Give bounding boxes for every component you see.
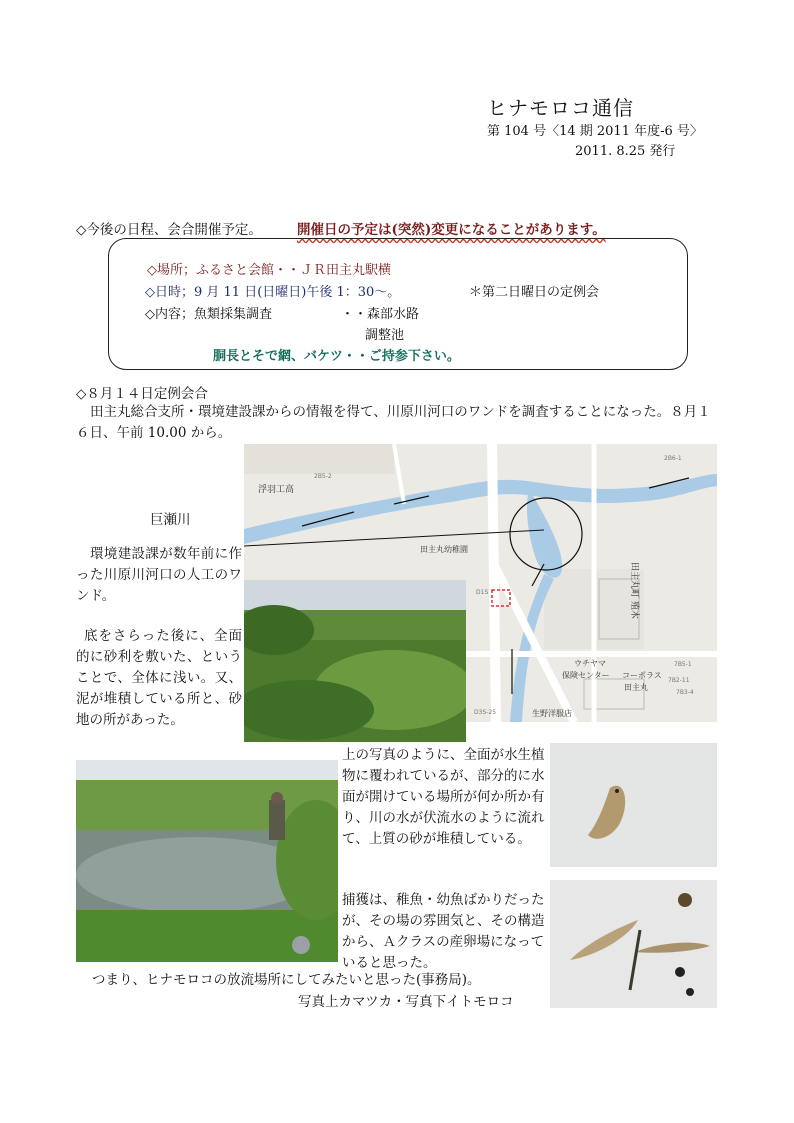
schedule-bring: 胴長とそで網、バケツ・・ご持参下さい。 xyxy=(213,349,460,364)
mid-text-1: 上の写真のように、全面が水生植物に覆われているが、部分的に水面が開けている場所が何か所か有り、川の水が伏流水のように流れて、上質の砂が堆積している。 xyxy=(342,747,545,847)
issue-date: 2011. 8.25 発行 xyxy=(575,144,676,159)
newsletter-title: ヒナモロコ通信 xyxy=(487,96,634,120)
schedule-content-b: 調整池 xyxy=(365,328,405,343)
map-label-shop: 生野洋服店 xyxy=(532,709,572,718)
schedule-box xyxy=(108,238,688,370)
schedule-content-a: ・・森部水路 xyxy=(341,307,420,322)
map-label-hoken1: ウチヤマ xyxy=(574,659,606,668)
map-label-kindergarten: 田主丸幼稚園 xyxy=(420,545,468,554)
photo-caption: 写真上カマツカ・写真下イトモロコ xyxy=(298,994,514,1010)
river-label: 巨瀬川 xyxy=(150,512,191,528)
map-label-town: 田主丸町 殖木 xyxy=(629,562,639,619)
schedule-content: ◇内容；魚類採集調査 xyxy=(145,307,272,322)
map-label-corporas1: コーポラス xyxy=(622,671,662,680)
schedule-datetime: ◇日時；9 月 11 日(日曜日)午後 1：30～。 xyxy=(145,285,401,300)
issue-number: 第 104 号〈14 期 2011 年度-6 号〉 xyxy=(487,124,703,139)
map-num-2: 2B5-2 xyxy=(314,473,332,480)
photo-pond-survey xyxy=(76,760,338,962)
photo-itomoroko-fish xyxy=(550,880,717,1008)
schedule-warning: 開催日の予定は(突然)変更になることがあります。 xyxy=(297,222,606,238)
schedule-note: ＊第二日曜日の定例会 xyxy=(469,285,600,300)
photo-kamatsuka-fish xyxy=(550,743,717,867)
map-num-1: 2B6-1 xyxy=(664,455,682,462)
mid-text-2: 捕獲は、稚魚・幼魚ばかりだったが、その場の雰囲気と、その構造から、Ａクラスの産卵場になっていると思った。 xyxy=(342,892,545,971)
schedule-heading: ◇今後の日程、会合開催予定。 xyxy=(76,222,262,238)
schedule-place: ◇場所；ふるさと会館・・ＪＲ田主丸駅横 xyxy=(147,263,391,278)
report-heading: ◇８月１４日定例会合 xyxy=(76,386,208,402)
map-num-4: 7B3-4 xyxy=(676,689,694,696)
map-label-corporas2: 田主丸 xyxy=(624,683,648,692)
conclusion: つまり、ヒナモロコの放流場所にしてみたいと思った(事務局)。 xyxy=(92,972,481,988)
left-text-2: 底をさらった後に、全面的に砂利を敷いた、ということで、全体に浅い。又、泥が堆積している所と、砂地の所があった。 xyxy=(76,628,242,728)
report-intro: 田主丸総合支所・環境建設課からの情報を得て、川原川河口のワンドを調査することになった。８月１６日、午前 10.00 から。 xyxy=(76,404,711,441)
map-num-7: D3S-25 xyxy=(474,709,497,716)
map-num-5: 7B2-11 xyxy=(668,677,690,684)
map-num-6: D1S xyxy=(476,589,489,596)
map-label-school: 浮羽工高 xyxy=(258,485,295,495)
map-num-3: 7B5-1 xyxy=(674,661,692,668)
map-label-hoken2: 保険センター xyxy=(562,671,610,680)
photo-reed-marsh xyxy=(244,580,466,742)
left-text-1: 環境建設課が数年前に作った川原川河口の人工のワンド。 xyxy=(76,546,242,604)
